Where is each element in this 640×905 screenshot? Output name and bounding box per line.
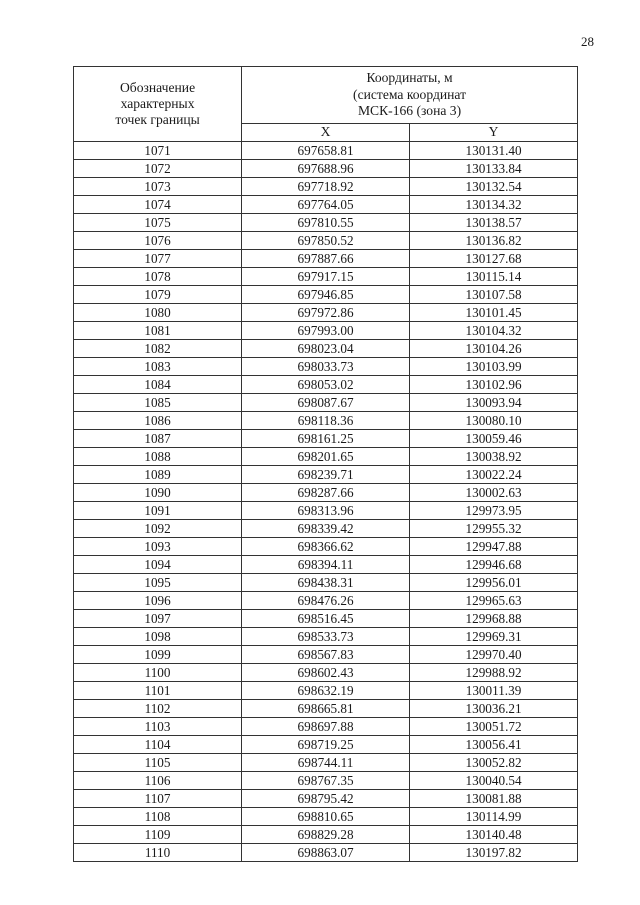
point-cell: 1105 xyxy=(74,754,242,772)
y-cell: 129947.88 xyxy=(410,538,578,556)
table-row xyxy=(74,808,578,826)
point-cell: 1104 xyxy=(74,736,242,754)
point-cell: 1078 xyxy=(74,268,242,286)
table-row xyxy=(74,376,578,394)
y-cell: 130132.54 xyxy=(410,178,578,196)
y-cell: 130136.82 xyxy=(410,232,578,250)
y-cell: 129965.63 xyxy=(410,592,578,610)
table-row xyxy=(74,412,578,430)
point-cell: 1073 xyxy=(74,178,242,196)
y-cell: 130133.84 xyxy=(410,160,578,178)
x-cell: 698033.73 xyxy=(242,358,410,376)
point-cell: 1099 xyxy=(74,646,242,664)
point-cell: 1107 xyxy=(74,790,242,808)
table-row xyxy=(74,592,578,610)
point-cell: 1071 xyxy=(74,142,242,160)
x-cell: 698476.26 xyxy=(242,592,410,610)
x-cell: 697764.05 xyxy=(242,196,410,214)
table-row xyxy=(74,394,578,412)
y-cell: 130102.96 xyxy=(410,376,578,394)
point-header-line: характерных xyxy=(120,95,195,111)
point-designation-header xyxy=(74,67,242,142)
x-cell: 698744.11 xyxy=(242,754,410,772)
y-cell: 130093.94 xyxy=(410,394,578,412)
table-row xyxy=(74,664,578,682)
x-cell: 698516.45 xyxy=(242,610,410,628)
point-cell: 1096 xyxy=(74,592,242,610)
table-row xyxy=(74,304,578,322)
table-row xyxy=(74,268,578,286)
y-cell: 130127.68 xyxy=(410,250,578,268)
x-cell: 698087.67 xyxy=(242,394,410,412)
coords-header-line: Координаты, м xyxy=(366,70,453,86)
point-cell: 1076 xyxy=(74,232,242,250)
x-cell: 697850.52 xyxy=(242,232,410,250)
point-cell: 1088 xyxy=(74,448,242,466)
x-cell: 697993.00 xyxy=(242,322,410,340)
point-cell: 1089 xyxy=(74,466,242,484)
table-row xyxy=(74,430,578,448)
table-row xyxy=(74,700,578,718)
table-row xyxy=(74,844,578,862)
point-header-line: точек границы xyxy=(115,112,200,128)
y-cell: 130038.92 xyxy=(410,448,578,466)
point-cell: 1108 xyxy=(74,808,242,826)
table-row xyxy=(74,610,578,628)
point-cell: 1090 xyxy=(74,484,242,502)
point-cell: 1074 xyxy=(74,196,242,214)
table-row xyxy=(74,754,578,772)
y-cell: 130115.14 xyxy=(410,268,578,286)
y-cell: 130107.58 xyxy=(410,286,578,304)
y-cell: 130131.40 xyxy=(410,142,578,160)
page-number: 28 xyxy=(581,34,594,49)
point-cell: 1091 xyxy=(74,502,242,520)
point-cell: 1077 xyxy=(74,250,242,268)
table-row xyxy=(74,358,578,376)
point-cell: 1095 xyxy=(74,574,242,592)
x-cell: 698339.42 xyxy=(242,520,410,538)
point-cell: 1106 xyxy=(74,772,242,790)
table-row xyxy=(74,286,578,304)
y-cell: 130081.88 xyxy=(410,790,578,808)
x-cell: 698161.25 xyxy=(242,430,410,448)
table-body xyxy=(74,142,578,862)
y-cell: 129970.40 xyxy=(410,646,578,664)
y-cell: 130040.54 xyxy=(410,772,578,790)
table-row xyxy=(74,178,578,196)
y-cell: 130036.21 xyxy=(410,700,578,718)
x-cell: 698602.43 xyxy=(242,664,410,682)
y-cell: 130052.82 xyxy=(410,754,578,772)
point-cell: 1097 xyxy=(74,610,242,628)
y-cell: 129973.95 xyxy=(410,502,578,520)
x-cell: 698023.04 xyxy=(242,340,410,358)
x-cell: 698632.19 xyxy=(242,682,410,700)
table-row xyxy=(74,646,578,664)
point-cell: 1082 xyxy=(74,340,242,358)
x-cell: 698810.65 xyxy=(242,808,410,826)
point-cell: 1093 xyxy=(74,538,242,556)
x-cell: 697917.15 xyxy=(242,268,410,286)
x-cell: 698313.96 xyxy=(242,502,410,520)
table-row xyxy=(74,466,578,484)
x-cell: 697887.66 xyxy=(242,250,410,268)
y-cell: 130080.10 xyxy=(410,412,578,430)
point-cell: 1085 xyxy=(74,394,242,412)
coords-header-line: МСК-166 (зона 3) xyxy=(357,102,462,118)
x-cell: 698118.36 xyxy=(242,412,410,430)
y-cell: 130011.39 xyxy=(410,682,578,700)
point-cell: 1086 xyxy=(74,412,242,430)
table-row xyxy=(74,520,578,538)
table-row xyxy=(74,556,578,574)
x-cell: 698053.02 xyxy=(242,376,410,394)
table-row xyxy=(74,196,578,214)
table-row xyxy=(74,538,578,556)
y-cell: 130002.63 xyxy=(410,484,578,502)
point-cell: 1102 xyxy=(74,700,242,718)
x-column-header: X xyxy=(242,123,410,142)
coordinates-header xyxy=(242,67,578,124)
point-cell: 1083 xyxy=(74,358,242,376)
table-row xyxy=(74,214,578,232)
point-cell: 1092 xyxy=(74,520,242,538)
y-cell: 130104.26 xyxy=(410,340,578,358)
y-cell: 130056.41 xyxy=(410,736,578,754)
table-row xyxy=(74,448,578,466)
x-cell: 698533.73 xyxy=(242,628,410,646)
x-cell: 698201.65 xyxy=(242,448,410,466)
x-cell: 698366.62 xyxy=(242,538,410,556)
x-cell: 698287.66 xyxy=(242,484,410,502)
table-row xyxy=(74,484,578,502)
y-cell: 130022.24 xyxy=(410,466,578,484)
y-cell: 129988.92 xyxy=(410,664,578,682)
x-cell: 698829.28 xyxy=(242,826,410,844)
table-row xyxy=(74,160,578,178)
point-cell: 1072 xyxy=(74,160,242,178)
point-header-line: Обозначение xyxy=(119,79,196,95)
x-cell: 698239.71 xyxy=(242,466,410,484)
table-header xyxy=(74,67,578,142)
table-row xyxy=(74,232,578,250)
y-cell: 130104.32 xyxy=(410,322,578,340)
table-row xyxy=(74,340,578,358)
point-cell: 1109 xyxy=(74,826,242,844)
y-cell: 130103.99 xyxy=(410,358,578,376)
point-cell: 1081 xyxy=(74,322,242,340)
y-cell: 130134.32 xyxy=(410,196,578,214)
y-cell: 129955.32 xyxy=(410,520,578,538)
x-cell: 697972.86 xyxy=(242,304,410,322)
x-cell: 698567.83 xyxy=(242,646,410,664)
x-cell: 697688.96 xyxy=(242,160,410,178)
x-cell: 698767.35 xyxy=(242,772,410,790)
x-cell: 698438.31 xyxy=(242,574,410,592)
point-cell: 1101 xyxy=(74,682,242,700)
coords-header-line: (система координат xyxy=(353,86,467,102)
x-cell: 697658.81 xyxy=(242,142,410,160)
x-cell: 698665.81 xyxy=(242,700,410,718)
point-cell: 1098 xyxy=(74,628,242,646)
x-cell: 698863.07 xyxy=(242,844,410,862)
coordinates-table xyxy=(73,66,578,862)
table-row xyxy=(74,790,578,808)
point-cell: 1080 xyxy=(74,304,242,322)
y-cell: 129946.68 xyxy=(410,556,578,574)
table-row xyxy=(74,736,578,754)
x-cell: 698719.25 xyxy=(242,736,410,754)
table-row xyxy=(74,826,578,844)
y-cell: 130114.99 xyxy=(410,808,578,826)
table-row xyxy=(74,250,578,268)
point-cell: 1087 xyxy=(74,430,242,448)
x-cell: 698795.42 xyxy=(242,790,410,808)
point-cell: 1103 xyxy=(74,718,242,736)
y-cell: 130059.46 xyxy=(410,430,578,448)
table-row xyxy=(74,322,578,340)
table-row xyxy=(74,718,578,736)
table-row xyxy=(74,574,578,592)
table-row xyxy=(74,628,578,646)
table-row xyxy=(74,772,578,790)
table-row xyxy=(74,502,578,520)
y-cell: 129956.01 xyxy=(410,574,578,592)
x-cell: 697946.85 xyxy=(242,286,410,304)
point-cell: 1094 xyxy=(74,556,242,574)
point-cell: 1084 xyxy=(74,376,242,394)
y-cell: 129969.31 xyxy=(410,628,578,646)
header-row-top xyxy=(74,67,578,124)
y-cell: 130101.45 xyxy=(410,304,578,322)
x-cell: 697810.55 xyxy=(242,214,410,232)
y-cell: 130138.57 xyxy=(410,214,578,232)
x-cell: 698394.11 xyxy=(242,556,410,574)
x-cell: 698697.88 xyxy=(242,718,410,736)
point-cell: 1079 xyxy=(74,286,242,304)
table-row xyxy=(74,682,578,700)
point-cell: 1110 xyxy=(74,844,242,862)
y-cell: 130051.72 xyxy=(410,718,578,736)
table-row xyxy=(74,142,578,160)
x-cell: 697718.92 xyxy=(242,178,410,196)
y-cell: 129968.88 xyxy=(410,610,578,628)
y-cell: 130140.48 xyxy=(410,826,578,844)
y-column-header: Y xyxy=(410,123,578,142)
point-cell: 1075 xyxy=(74,214,242,232)
y-cell: 130197.82 xyxy=(410,844,578,862)
point-cell: 1100 xyxy=(74,664,242,682)
